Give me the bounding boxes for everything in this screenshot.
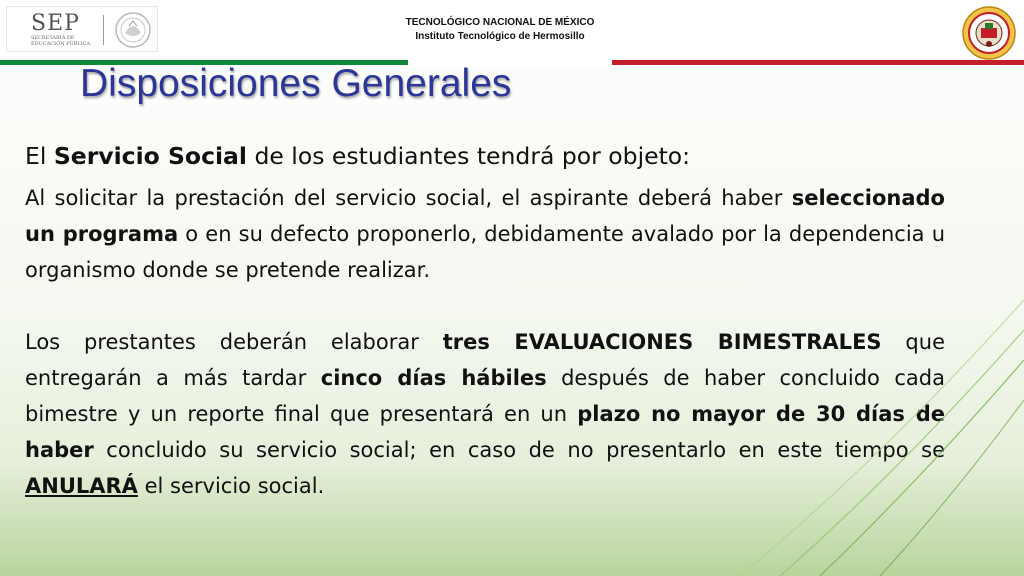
p2-text-2: que entregarán a más tardar <box>25 330 945 390</box>
slide-title: Disposiciones Generales <box>80 62 512 105</box>
p2-text-5: el servicio social. <box>137 474 325 498</box>
p1-emphasis-program: seleccionado un programa <box>25 186 945 246</box>
lead-sentence <box>25 138 945 174</box>
slide-body <box>25 138 945 504</box>
p2-emphasis-evaluations: tres EVALUACIONES BIMESTRALES <box>442 330 882 354</box>
lead-after: de los estudiantes tendrá por objeto: <box>246 142 691 170</box>
header-stripe-red <box>612 60 1024 65</box>
sep-logo-text: SEP <box>31 11 80 36</box>
p2-emphasis-deadline: plazo no mayor de 30 días de haber <box>25 402 945 462</box>
p1-text-1: Al solicitar la prestación del servicio social, el aspirante deberá haber <box>25 186 792 210</box>
paragraph-program-selection <box>25 180 945 288</box>
p2-emphasis-days: cinco días hábiles <box>320 366 547 390</box>
lead-before: El <box>25 142 54 170</box>
institution-campus: Instituto Tecnológico de Hermosillo <box>415 31 585 42</box>
mexican-coat-of-arms-icon <box>111 9 155 51</box>
institution-header <box>300 16 700 44</box>
sep-logo <box>6 6 158 52</box>
p2-text-1: Los prestantes deberán elaborar <box>25 330 443 354</box>
p1-text-2: o en su defecto proponerlo, debidamente avalado por la dependencia u organismo donde se pretende realizar. <box>25 222 946 282</box>
ith-seal-icon <box>962 6 1016 60</box>
paragraph-evaluations <box>25 324 945 504</box>
lead-emphasis: Servicio Social <box>53 142 247 170</box>
sep-logo-divider <box>103 15 104 45</box>
institution-name: TECNOLÓGICO NACIONAL DE MÉXICO <box>405 17 595 28</box>
sep-logo-subtext: SECRETARÍA DE EDUCACIÓN PÚBLICA <box>31 35 91 47</box>
p2-text-3: después de haber concluido cada bimestre y un reporte final que presentará en un <box>25 366 945 426</box>
p2-text-4: concluido su servicio social; en caso de no presentarlo en este tiempo se <box>93 438 945 462</box>
p2-emphasis-annul: ANULARÁ <box>25 474 138 498</box>
